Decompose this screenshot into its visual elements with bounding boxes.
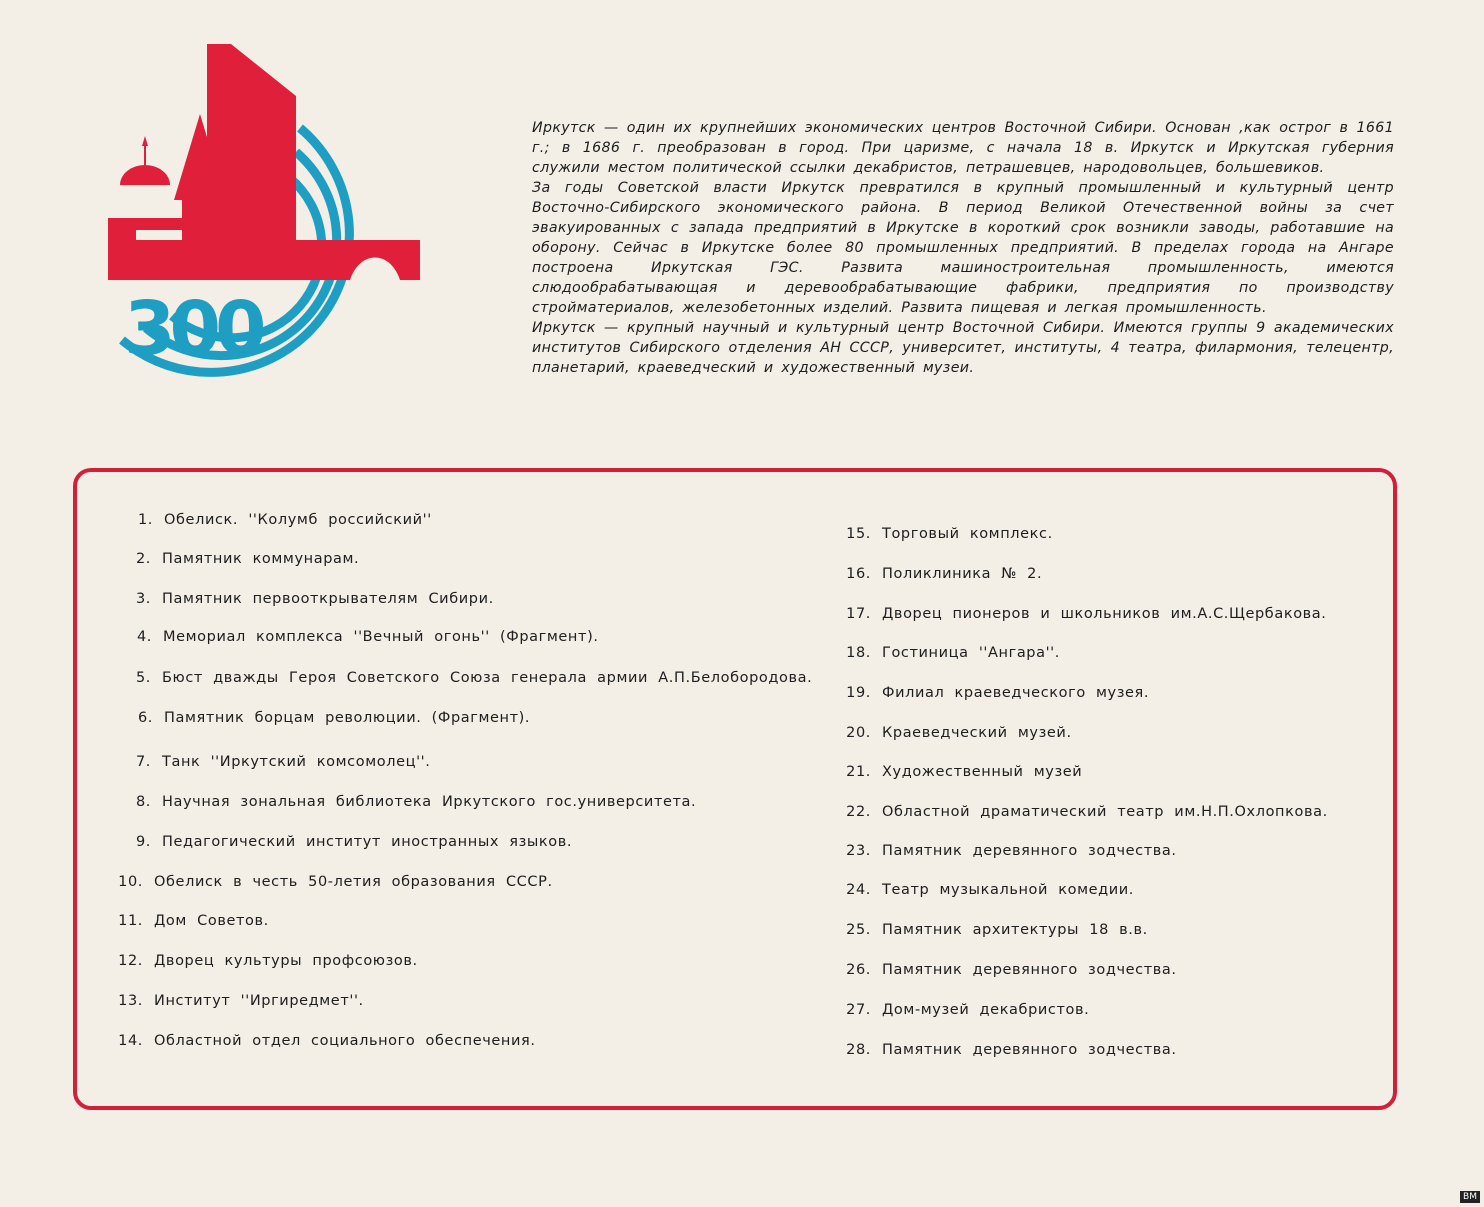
intro-paragraph: Иркутск — крупный научный и культурный центр Восточной Сибири. Имеются группы 9 академических институтов Сибирского отделения АН СССР, университет, институты, 4 театра, филармония, телецентр, планетарий, краеведческий и художественный музеи.: [532, 320, 1394, 376]
list-item: 12. Дворец культуры профсоюзов.: [118, 953, 418, 969]
list-item: 6. Памятник борцам революции. (Фрагмент).: [137, 710, 531, 726]
emblem-number: 300: [124, 286, 261, 372]
list-item: 14. Областной отдел социального обеспечения.: [118, 1033, 536, 1049]
list-item: 5. Бюст дважды Героя Советского Союза генерала армии А.П.Белобородова.: [135, 670, 813, 686]
list-item: 17. Дворец пионеров и школьников им.А.С.Щербакова.: [846, 606, 1327, 622]
list-item: 3. Памятник первооткрывателям Сибири.: [135, 591, 494, 607]
list-item: 2. Памятник коммунарам.: [135, 551, 360, 567]
list-item: 7. Танк ''Иркутский комсомолец''.: [135, 754, 431, 770]
list-item: 28. Памятник деревянного зодчества.: [846, 1042, 1177, 1058]
list-item: 9. Педагогический институт иностранных языков.: [135, 834, 573, 850]
anniversary-emblem: [100, 40, 420, 430]
list-item: 23. Памятник деревянного зодчества.: [846, 843, 1177, 859]
list-item: 21. Художественный музей: [846, 764, 1083, 780]
list-item: 20. Краеведческий музей.: [846, 725, 1072, 741]
intro-text: [532, 118, 1394, 378]
corner-badge: ВМ: [1460, 1191, 1480, 1203]
intro-paragraph: За годы Советской власти Иркутск превратился в крупный промышленный и культурный центр Восточно-Сибирского экономического района. В период Великой Отечественной войны за счет эвакуированных с запада предприятий в Иркутске в короткий срок возникли заводы, работавшие на оборону. Сейчас в Иркутске более 80 промышленных предприятий. В пределах города на Ангаре построена Иркутская ГЭС. Развита машиностроительная промышленность, имеются слюдообрабатывающая и деревообрабатывающие фабрики, предприятия по производству стройматериалов, железобетонных изделий. Развита пищевая и легкая промышленность.: [532, 180, 1394, 316]
intro-paragraph: Иркутск — один их крупнейших экономических центров Восточной Сибири. Основан ,как острог в 1661 г.; в 1686 г. преобразован в город. При царизме, с начала 18 в. Иркутск и Иркутская губерния служили местом политической ссылки декабристов, петрашевцев, народовольцев, большевиков.: [532, 120, 1394, 176]
list-item: 25. Памятник архитектуры 18 в.в.: [846, 922, 1148, 938]
list-item: 8. Научная зональная библиотека Иркутского гос.университета.: [135, 794, 697, 810]
tower-silhouette-icon: [108, 44, 420, 280]
list-item: 27. Дом-музей декабристов.: [846, 1002, 1090, 1018]
list-item: 1. Обелиск. ''Колумб российский'': [137, 512, 432, 528]
list-item: 18. Гостиница ''Ангара''.: [846, 645, 1060, 661]
list-item: 4. Мемориал комплекса ''Вечный огонь'' (Фрагмент).: [136, 629, 599, 645]
list-item: 19. Филиал краеведческого музея.: [846, 685, 1150, 701]
list-item: 11. Дом Советов.: [118, 913, 269, 929]
list-item: 15. Торговый комплекс.: [846, 526, 1053, 542]
list-item: 10. Обелиск в честь 50-летия образования СССР.: [118, 874, 553, 890]
list-item: 13. Институт ''Иргиредмет''.: [118, 993, 364, 1009]
list-item: 16. Поликлиника № 2.: [846, 566, 1043, 582]
list-item: 22. Областной драматический театр им.Н.П.Охлопкова.: [846, 804, 1328, 820]
list-item: 26. Памятник деревянного зодчества.: [846, 962, 1177, 978]
list-item: 24. Театр музыкальной комедии.: [846, 882, 1135, 898]
